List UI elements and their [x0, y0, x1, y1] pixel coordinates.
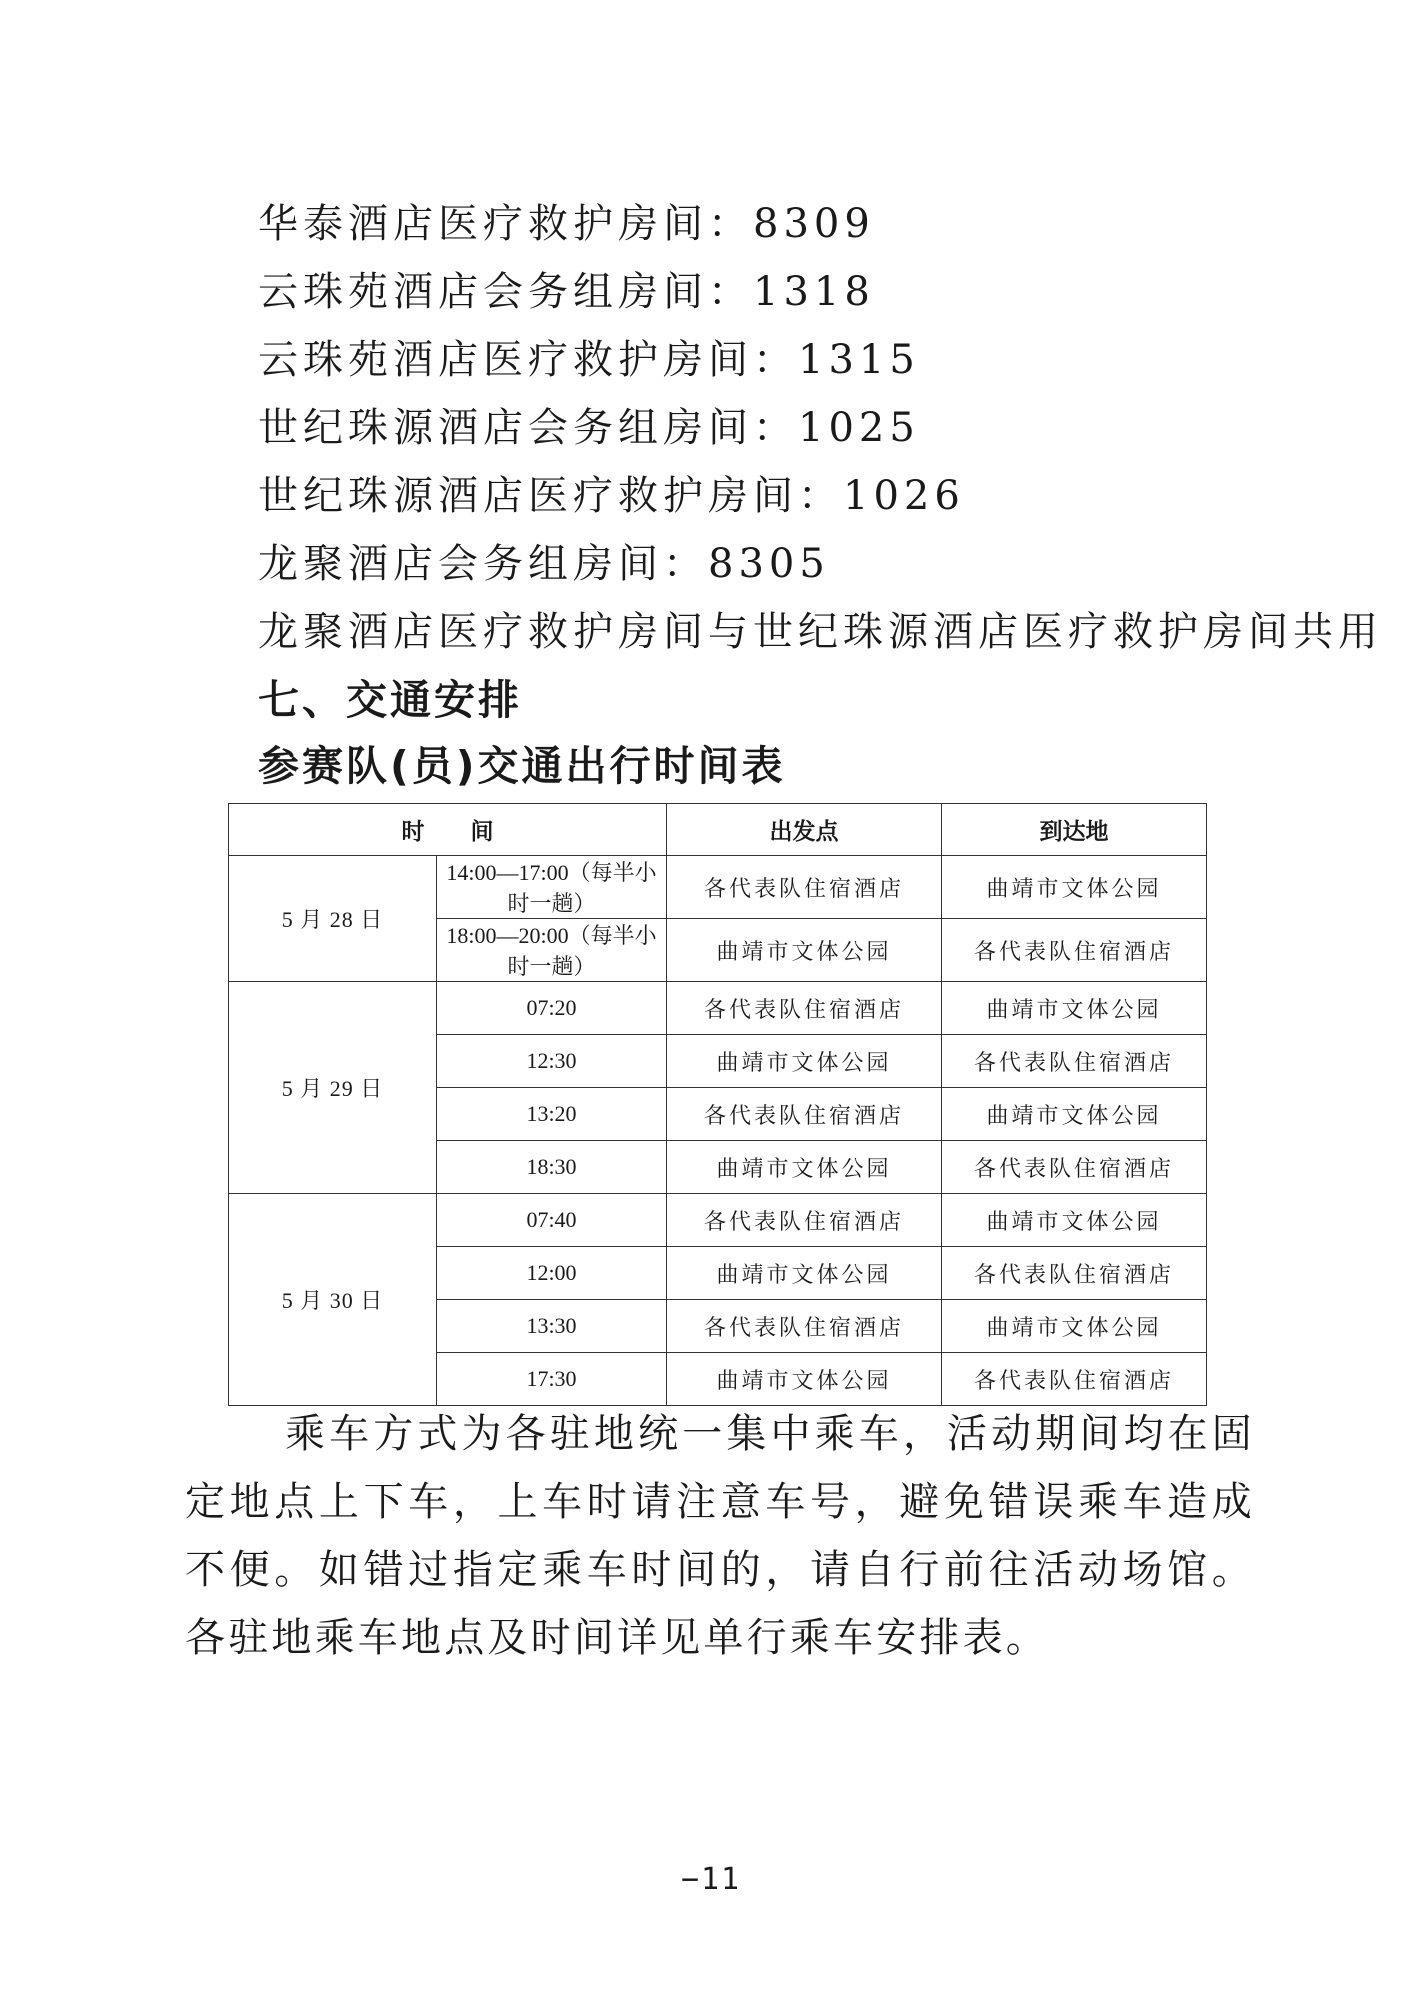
arrival-cell: 曲靖市文体公园: [942, 856, 1207, 919]
departure-cell: 曲靖市文体公园: [667, 1247, 942, 1300]
room-info-line-4: 世纪珠源酒店会务组房间：1025: [258, 405, 920, 451]
arrival-cell: 曲靖市文体公园: [942, 982, 1207, 1035]
body-paragraph: 乘车方式为各驻地统一集中乘车，活动期间均在固定地点上下车，上车时请注意车号，避免错误乘车造成不便。如错过指定乘车时间的，请自行前往活动场馆。各驻地乘车地点及时间详见单行乘车安排表。: [185, 1411, 1255, 1661]
departure-cell: 各代表队住宿酒店: [667, 856, 942, 919]
header-departure: 出发点: [667, 804, 942, 856]
time-cell: 07:20: [437, 982, 667, 1035]
date-cell: 5 月 28 日: [229, 856, 437, 982]
departure-cell: 曲靖市文体公园: [667, 1353, 942, 1406]
time-cell: 13:30: [437, 1300, 667, 1353]
arrival-cell: 各代表队住宿酒店: [942, 1247, 1207, 1300]
table-row: [229, 1194, 1207, 1247]
departure-cell: 各代表队住宿酒店: [667, 1300, 942, 1353]
arrival-cell: 各代表队住宿酒店: [942, 1353, 1207, 1406]
arrival-cell: 曲靖市文体公园: [942, 1088, 1207, 1141]
header-time: 时 间: [229, 804, 667, 856]
table-header-row: [229, 804, 1207, 856]
time-cell: 14:00—17:00（每半小时一趟）: [437, 856, 667, 919]
room-info-line-5: 世纪珠源酒店医疗救护房间：1026: [258, 473, 965, 519]
date-cell: 5 月 30 日: [229, 1194, 437, 1406]
arrival-cell: 各代表队住宿酒店: [942, 1141, 1207, 1194]
time-cell: 12:00: [437, 1247, 667, 1300]
departure-cell: 各代表队住宿酒店: [667, 1088, 942, 1141]
room-info-line-6: 龙聚酒店会务组房间：8305: [258, 541, 830, 587]
section-heading: 七、交通安排: [258, 676, 522, 724]
time-cell: 12:30: [437, 1035, 667, 1088]
time-cell: 07:40: [437, 1194, 667, 1247]
arrival-cell: 曲靖市文体公园: [942, 1194, 1207, 1247]
room-info-line-3: 云珠苑酒店医疗救护房间：1315: [258, 337, 920, 383]
room-info-line-1: 华泰酒店医疗救护房间：8309: [258, 201, 875, 247]
departure-cell: 曲靖市文体公园: [667, 1035, 942, 1088]
arrival-cell: 曲靖市文体公园: [942, 1300, 1207, 1353]
departure-cell: 曲靖市文体公园: [667, 1141, 942, 1194]
time-cell: 13:20: [437, 1088, 667, 1141]
time-cell: 18:30: [437, 1141, 667, 1194]
table-row: [229, 856, 1207, 919]
departure-cell: 曲靖市文体公园: [667, 919, 942, 982]
transport-schedule-table: [228, 803, 1207, 1406]
time-cell: 18:00—20:00（每半小时一趟）: [437, 919, 667, 982]
arrival-cell: 各代表队住宿酒店: [942, 919, 1207, 982]
time-cell: 17:30: [437, 1353, 667, 1406]
departure-cell: 各代表队住宿酒店: [667, 1194, 942, 1247]
table-row: [229, 982, 1207, 1035]
arrival-cell: 各代表队住宿酒店: [942, 1035, 1207, 1088]
table-title: 参赛队(员)交通出行时间表: [258, 742, 786, 790]
room-info-line-2: 云珠苑酒店会务组房间：1318: [258, 269, 875, 315]
departure-cell: 各代表队住宿酒店: [667, 982, 942, 1035]
room-info-line-7: 龙聚酒店医疗救护房间与世纪珠源酒店医疗救护房间共用: [258, 609, 1383, 655]
page-number: −11: [680, 1862, 742, 1897]
date-cell: 5 月 29 日: [229, 982, 437, 1194]
header-arrival: 到达地: [942, 804, 1207, 856]
